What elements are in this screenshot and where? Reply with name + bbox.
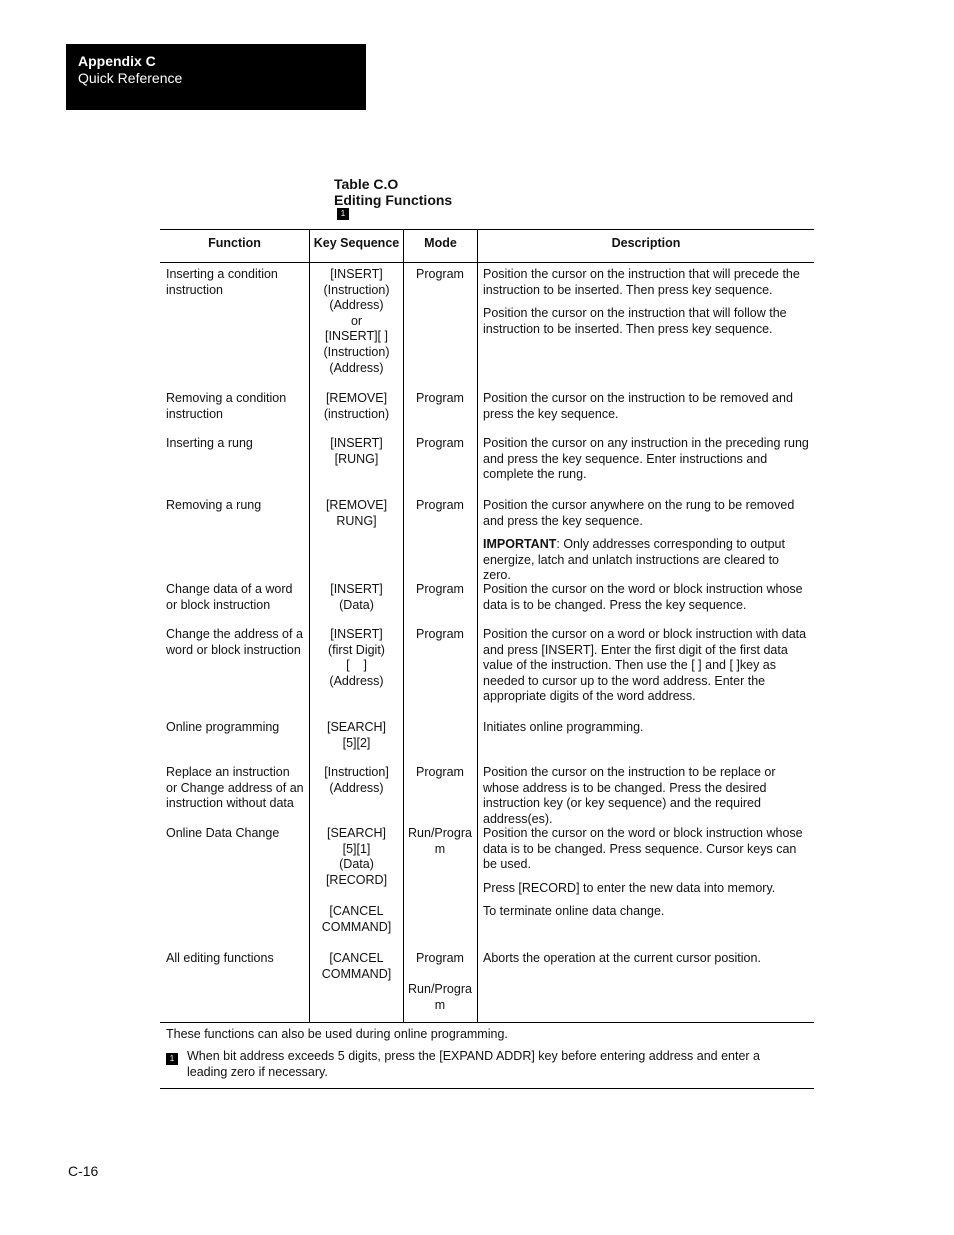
table-bottom-rule bbox=[160, 1022, 814, 1023]
function-cell: Change the address of a word or block instruction bbox=[166, 627, 303, 657]
function-cell: Removing a rung bbox=[166, 498, 262, 512]
function-cell: Inserting a condition instruction bbox=[166, 267, 278, 297]
description-cell: Position the cursor on the instruction to be removed and press the key sequence. bbox=[483, 391, 793, 421]
mode-cell: Program bbox=[416, 267, 464, 281]
key-sequence-cell: [INSERT] [RUNG] bbox=[330, 436, 383, 466]
column-header-key-sequence: Key Sequence bbox=[313, 236, 400, 250]
appendix-header bbox=[66, 44, 366, 110]
description-cell: Position the cursor on the instruction to be replace or whose address is to be changed. Press the desired instruction key (or key sequence) and the required address(es). bbox=[483, 765, 776, 826]
column-header-description: Description bbox=[611, 236, 681, 250]
mode-cell: Program bbox=[416, 582, 464, 596]
description-cell: Position the cursor on the word or block instruction whose data is to be changed. Press sequence. Cursor keys can be used. Press [RECORD] to enter the new data into memory. To terminate online data change. bbox=[483, 826, 803, 919]
description-cell: Position the cursor on the word or block instruction whose data is to be changed. Press the key sequence. bbox=[483, 582, 803, 612]
function-cell: Removing a condition instruction bbox=[166, 391, 287, 421]
key-sequence-cell: [Instruction] (Address) bbox=[324, 765, 389, 795]
mode-cell: Program bbox=[416, 391, 464, 405]
function-cell: All editing functions bbox=[166, 951, 274, 965]
table-title: Editing Functions 1 bbox=[334, 192, 453, 218]
mode-cell: Program bbox=[416, 498, 464, 512]
key-sequence-cell: [SEARCH] [5][2] bbox=[326, 720, 387, 750]
description-cell: Aborts the operation at the current cursor position. bbox=[483, 951, 761, 965]
footnote-general: These functions can also be used during online programming. bbox=[166, 1027, 508, 1041]
key-sequence-cell: [INSERT] (Instruction) (Address) or [INSERT][ ] (Instruction) (Address) bbox=[323, 267, 390, 375]
important-note: IMPORTANT: Only addresses corresponding to output energize, latch and unlatch instructions are cleared to zero. bbox=[483, 537, 785, 583]
mode-cell: Program Run/Program bbox=[408, 951, 472, 1012]
column-divider bbox=[309, 229, 310, 1022]
column-divider bbox=[477, 229, 478, 1022]
description-cell: Position the cursor on the instruction that will precede the instruction to be inserted. Then press key sequence. Position the cursor on the instruction that will follow the instruction to be inserted. Then press key sequence. bbox=[483, 267, 800, 336]
key-sequence-cell: [SEARCH] [5][1] (Data) [RECORD] [CANCEL COMMAND] bbox=[321, 826, 392, 934]
mode-cell: Program bbox=[416, 436, 464, 450]
header-bottom-rule bbox=[160, 262, 814, 263]
description-cell: Position the cursor on a word or block instruction with data and press [INSERT]. Enter the first digit of the first data value of the instruction. Then use the [ ] and [ ]key as needed to cursor up to the word address. Enter the appropriate digits of the word address. bbox=[483, 627, 807, 704]
column-header-mode: Mode bbox=[424, 236, 457, 250]
description-cell: Position the cursor anywhere on the rung to be removed and press the key sequence. IMPORTANT: Only addresses corresponding to output energize, latch and unlatch instructions are cleared to zero. bbox=[483, 498, 809, 584]
page-number: C-16 bbox=[68, 1163, 99, 1179]
key-sequence-cell: [REMOVE] RUNG] bbox=[325, 498, 388, 528]
footnote-bottom-rule bbox=[160, 1088, 814, 1089]
mode-cell: Run/Program bbox=[408, 826, 472, 856]
function-cell: Inserting a rung bbox=[166, 436, 253, 450]
table-number: Table C.O bbox=[334, 176, 399, 192]
key-sequence-cell: [CANCEL COMMAND] bbox=[321, 951, 392, 981]
column-divider bbox=[403, 229, 404, 1022]
mode-cell: Program bbox=[416, 765, 464, 779]
function-cell: Online programming bbox=[166, 720, 280, 734]
column-header-function: Function bbox=[208, 236, 261, 250]
function-cell: Replace an instruction or Change address of an instruction without data bbox=[166, 765, 304, 811]
key-sequence-cell: [REMOVE] (instruction) bbox=[323, 391, 390, 421]
key-sequence-cell: [INSERT] (Data) bbox=[330, 582, 383, 612]
appendix-subtitle: Quick Reference bbox=[78, 70, 183, 86]
function-cell: Change data of a word or block instruction bbox=[166, 582, 293, 612]
footnote-1: When bit address exceeds 5 digits, press the [EXPAND ADDR] key before entering address and enter a leading zero if necessary. bbox=[187, 1049, 760, 1079]
footnote-marker: 1 bbox=[337, 208, 349, 220]
footnote-marker: 1 bbox=[166, 1053, 178, 1065]
function-cell: Online Data Change bbox=[166, 826, 280, 840]
description-cell: Position the cursor on any instruction in the preceding rung and press the key sequence. Enter instructions and complete the rung. bbox=[483, 436, 809, 482]
appendix-title: Appendix C bbox=[78, 53, 156, 69]
table-caption bbox=[334, 176, 452, 220]
key-sequence-cell: [INSERT] (first Digit) [ ] (Address) bbox=[328, 627, 385, 688]
description-cell: Initiates online programming. bbox=[483, 720, 644, 734]
mode-cell: Program bbox=[416, 627, 464, 641]
